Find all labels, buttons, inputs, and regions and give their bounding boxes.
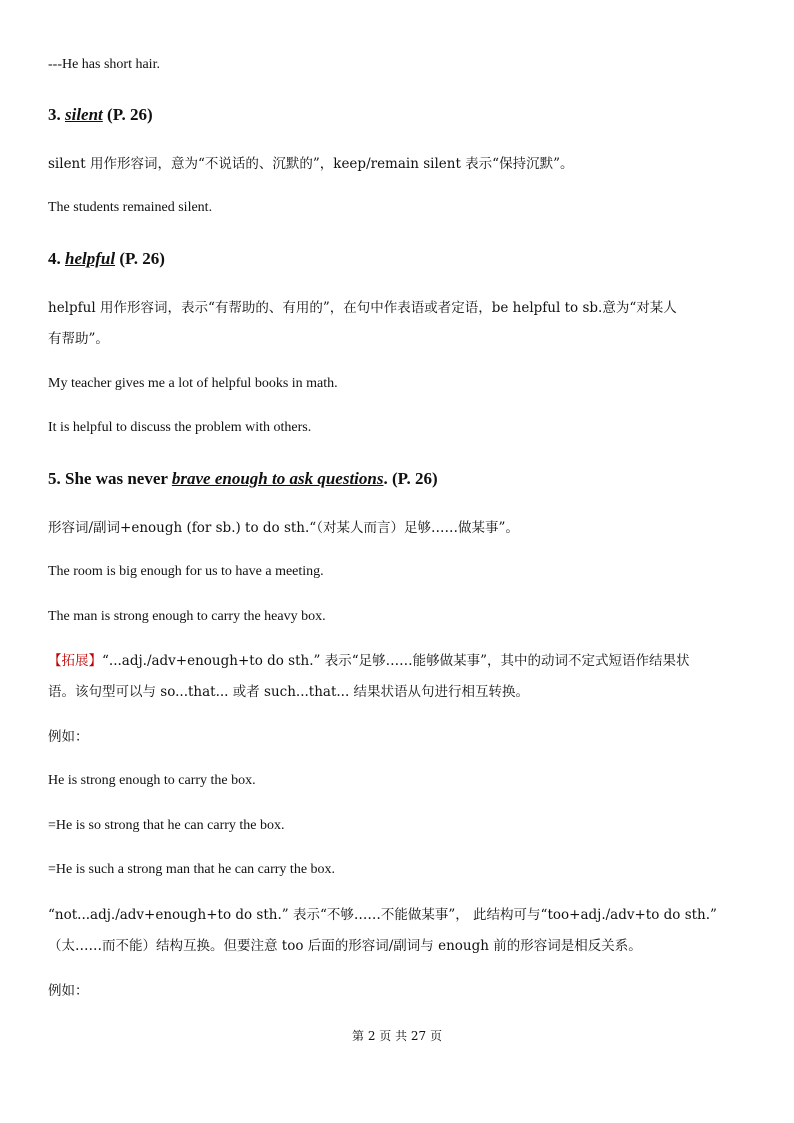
extension-note xyxy=(48,652,748,670)
text-line: 语。该句型可以与 so...that... 或者 such...that... 结果状语从句进行相互转换。 xyxy=(48,684,530,700)
text-line: helpful 用作形容词，表示“有帮助的、有用的”，在句中作表语或者定语，be helpful to sb.意为“对某人 xyxy=(48,300,677,316)
example-sentence: He is strong enough to carry the box. xyxy=(48,773,256,788)
heading-keyword: brave enough to ask questions xyxy=(171,469,384,488)
section-heading-5 xyxy=(48,468,748,490)
example-sentence: It is helpful to discuss the problem with others. xyxy=(48,420,312,435)
text-line: （太……而不能）结构互换。但要注意 too 后面的形容词/副词与 enough 前的形容词是相反关系。 xyxy=(48,938,642,954)
text-line: 形容词/副词+enough (for sb.) to do sth.“（对某人而言）足够……做某事”。 xyxy=(48,520,519,536)
example-sentence: The room is big enough for us to have a meeting. xyxy=(48,564,324,579)
heading-number: 4. xyxy=(48,249,61,268)
text-line: ---He has short hair. xyxy=(48,57,160,72)
page-footer: 第 2 页 共 27 页 xyxy=(352,1029,442,1043)
text-line: 例如： xyxy=(48,729,89,745)
example-sentence: =He is such a strong man that he can carry the box. xyxy=(48,862,336,877)
page-reference: (P. 26) xyxy=(107,105,153,124)
example-sentence: The man is strong enough to carry the heavy box. xyxy=(48,609,326,624)
extension-tag: 【拓展】 xyxy=(48,653,102,669)
extension-text: “...adj./adv+enough+to do sth.” 表示“足够……能够做某事”，其中的动词不定式短语作结果状 xyxy=(102,653,690,669)
heading-keyword: silent xyxy=(65,105,103,124)
heading-keyword: helpful xyxy=(65,249,116,268)
text-line: 有帮助”。 xyxy=(48,331,109,347)
example-sentence: The students remained silent. xyxy=(48,200,213,215)
text-line: 例如： xyxy=(48,983,89,999)
page-reference: (P. 26) xyxy=(119,249,165,268)
example-sentence: =He is so strong that he can carry the box. xyxy=(48,818,285,833)
heading-number: 3. xyxy=(48,105,61,124)
example-sentence: My teacher gives me a lot of helpful books in math. xyxy=(48,376,338,391)
page-reference: . (P. 26) xyxy=(383,469,438,488)
text-line: “not...adj./adv+enough+to do sth.” 表示“不够……不能做某事”， 此结构可与“too+adj./adv+to do sth.” xyxy=(48,907,717,923)
section-heading-3 xyxy=(48,104,748,126)
text-line: silent 用作形容词，意为“不说话的、沉默的”，keep/remain silent 表示“保持沉默”。 xyxy=(48,156,574,172)
heading-prefix: 5. She was never xyxy=(48,469,172,488)
section-heading-4 xyxy=(48,248,748,270)
